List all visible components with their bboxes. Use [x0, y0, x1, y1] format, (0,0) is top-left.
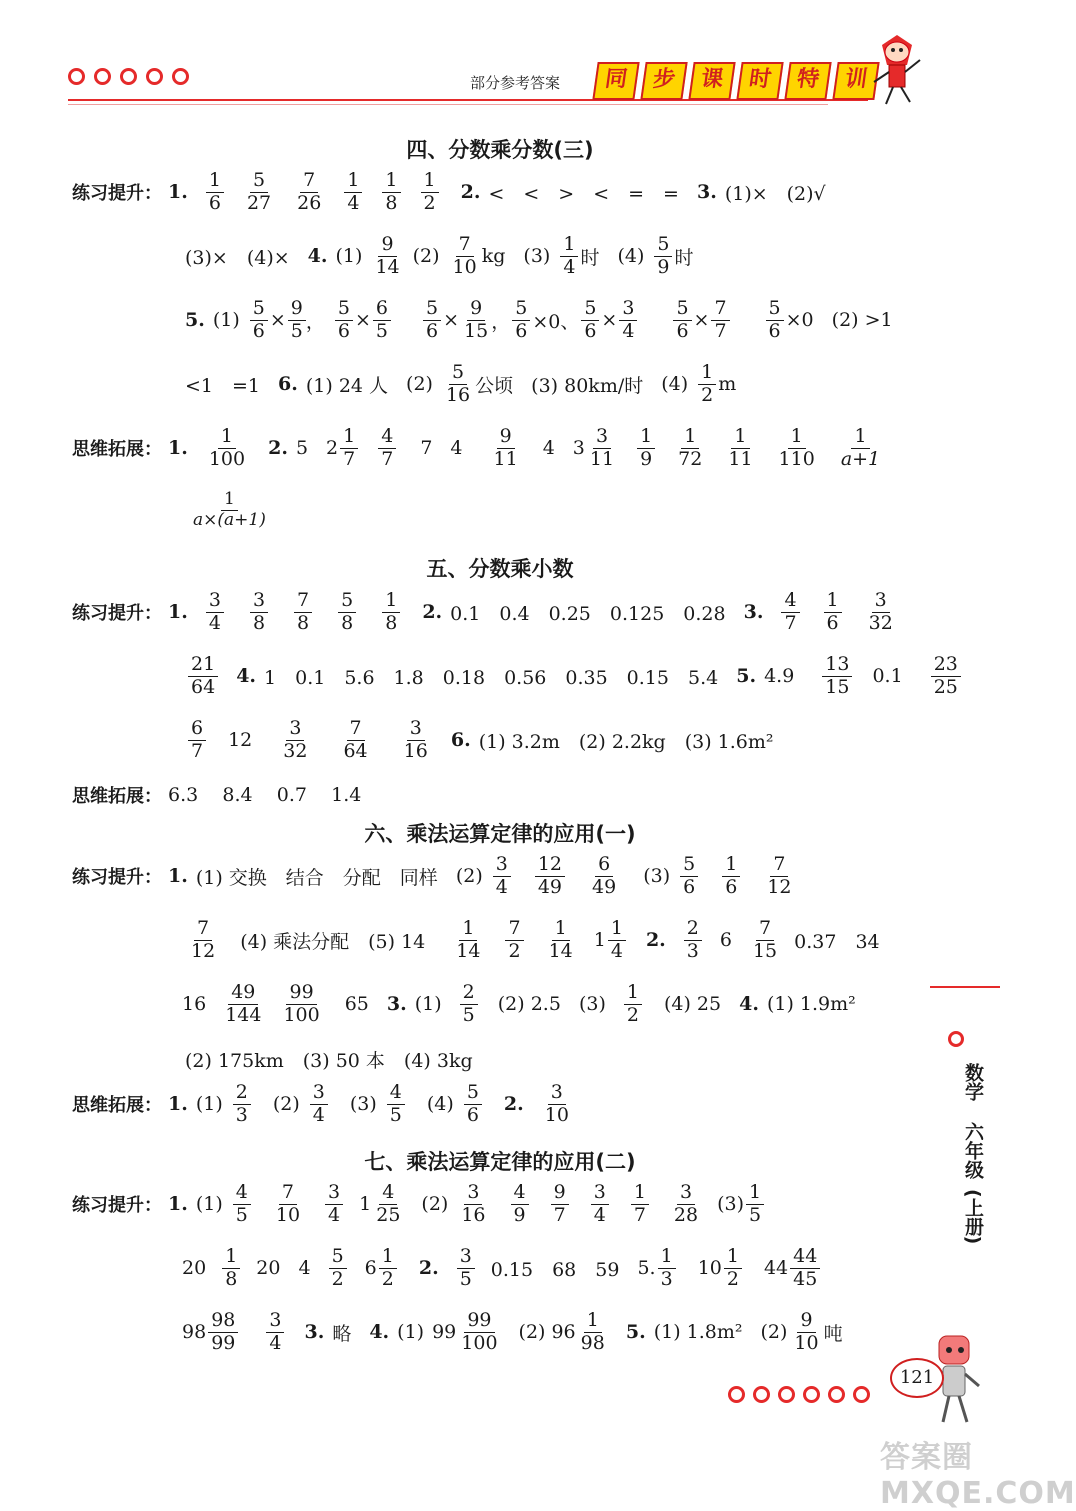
answer-text: (3)	[643, 865, 671, 888]
fraction: $\frac{9}{5}$	[288, 298, 306, 343]
s6-siwei-line	[72, 1082, 582, 1127]
item-number: 2.	[268, 437, 288, 460]
fraction: 3 4	[266, 1310, 284, 1355]
fraction: 1 2	[421, 170, 439, 215]
fraction: 1 3	[658, 1246, 676, 1291]
fraction: 1 100	[208, 425, 246, 470]
fraction: 1 7	[340, 426, 358, 471]
fraction: 9 11	[493, 425, 518, 470]
answer-text: (1) 1.9m²	[766, 993, 856, 1016]
circle-decoration	[94, 68, 111, 85]
answer-text: (1)	[397, 1321, 425, 1344]
fraction: 1 7	[631, 1182, 649, 1227]
fraction: 1 8	[382, 590, 400, 635]
fraction: 9 14	[375, 233, 400, 278]
answer-text: 1	[593, 929, 606, 952]
s5-siwei-line	[72, 782, 361, 808]
fraction: 1 9	[637, 426, 655, 471]
answer-text: 1 0.1 5.6 1.8 0.18 0.56 0.35 0.15 5.4	[264, 666, 719, 689]
fraction: 1 a×(a+1)	[193, 489, 266, 530]
answer-text: ×0	[785, 309, 814, 332]
circle-decoration	[68, 68, 85, 85]
answer-text: (3)	[523, 245, 551, 268]
unit-text: m	[718, 373, 737, 396]
answer-text: 20	[256, 1257, 281, 1280]
item-number: 1.	[168, 1093, 188, 1116]
answer-text: ×	[354, 309, 371, 332]
answer-text: 4	[542, 437, 555, 460]
fraction: 7 64	[343, 717, 368, 762]
fraction: 5 6	[464, 1082, 482, 1127]
answer-text: (2)	[518, 1321, 546, 1344]
label-siwei: 思维拓展：	[72, 786, 162, 807]
fraction: $\frac{5}{6}$	[673, 298, 691, 343]
answer-text: (3)× (4)×	[185, 246, 290, 269]
fraction: 4 5	[233, 1182, 251, 1227]
fraction: 12 49	[535, 854, 565, 899]
fraction: 23 25	[931, 654, 961, 699]
item-number: 1.	[168, 865, 188, 888]
brand-char: 步	[640, 62, 687, 100]
answer-text: (4) 25	[663, 993, 722, 1016]
fraction: 1 8	[382, 170, 400, 215]
unit-text: 时	[674, 246, 694, 269]
item-number: 5.	[185, 309, 205, 332]
answer-text: (2)	[760, 1321, 788, 1344]
fraction: 5 2	[329, 1246, 347, 1291]
fraction: 4 7	[378, 426, 396, 471]
fraction: 3 16	[461, 1181, 486, 1226]
answer-text: (2) 175km (3) 50 本 (4) 3kg	[185, 1050, 473, 1072]
fraction: 98 99	[208, 1310, 238, 1355]
label-siwei: 思维拓展：	[72, 439, 162, 461]
fraction: $\frac{5}{6}$	[766, 298, 784, 343]
s6-line-4	[185, 1046, 473, 1073]
section-4-title: 四、分数乘分数(三)	[406, 138, 594, 162]
label-siwei: 思维拓展：	[72, 1095, 162, 1117]
fraction: 3 28	[673, 1181, 699, 1226]
item-number: 3.	[304, 1321, 325, 1344]
answer-text: 7	[420, 437, 433, 460]
answer-text: 10	[697, 1257, 722, 1280]
fraction: 49 144	[225, 981, 262, 1026]
answer-text: ×	[443, 309, 460, 332]
brand-char: 特	[784, 62, 831, 100]
fraction: 7 2	[505, 918, 523, 963]
fraction: 3 4	[310, 1082, 328, 1127]
label-lianxi: 练习提升：	[72, 867, 162, 889]
fraction: 6 49	[592, 853, 617, 898]
s4-line-4	[185, 362, 736, 407]
fraction: 1 4	[344, 170, 362, 215]
fraction: $\frac{7}{7}$	[711, 298, 729, 343]
section-5-title: 五、分数乘小数	[426, 557, 574, 581]
circle-decoration	[728, 1386, 745, 1403]
fraction: $\frac{5}{6}$	[581, 298, 599, 343]
circle-decoration	[828, 1386, 845, 1403]
answer-text: (1) 3.2m (2) 2.2kg (3) 1.6m²	[478, 730, 774, 753]
answer-text: 6	[364, 1257, 377, 1280]
answer-text: (1) 交换 结合 分配 同样	[195, 866, 438, 889]
answer-text: (1)× (2)√	[724, 182, 826, 205]
circle-decoration	[948, 1031, 964, 1047]
s7-line-2	[182, 1246, 830, 1291]
fraction: 7 10	[275, 1181, 301, 1226]
answer-text: (2) 2.5	[497, 993, 561, 1016]
answer-text: 4.9	[764, 665, 795, 688]
unit-text: 公顷	[475, 374, 514, 397]
answer-text: (3)	[717, 1193, 745, 1216]
circle-decoration	[753, 1386, 770, 1403]
side-grade: 六年级	[962, 1121, 984, 1179]
brand-title	[595, 62, 877, 100]
fraction: 13 15	[822, 654, 852, 699]
unit-text: 吨	[823, 1322, 843, 1345]
fraction: $\frac{5}{6}$	[335, 298, 353, 343]
fraction: $\frac{5}{6}$	[423, 298, 441, 343]
answer-text: 65	[344, 993, 369, 1016]
s4-siwei-line-2	[180, 490, 279, 530]
fraction: 5 27	[246, 169, 272, 214]
s4-line-2	[185, 234, 693, 279]
unit-text: kg	[481, 245, 506, 268]
answer-text: (1)	[335, 245, 363, 268]
fraction: 1 4	[560, 234, 578, 279]
fraction: 5 16	[445, 361, 471, 406]
brand-char: 同	[592, 62, 639, 100]
fraction: 1 14	[456, 917, 481, 962]
fraction: 1 8	[222, 1246, 240, 1291]
answer-text: 4	[450, 437, 463, 460]
fraction: 3 4	[206, 590, 224, 635]
item-number: 6.	[278, 373, 298, 396]
brand-char: 训	[832, 62, 879, 100]
section-6-title: 六、乘法运算定律的应用(一)	[364, 822, 636, 846]
answer-text: <1 =1	[185, 374, 261, 397]
fraction: 7 12	[767, 853, 792, 898]
answer-text: 44	[763, 1257, 789, 1280]
answer-text: (1)	[195, 1193, 223, 1216]
fraction: 7 12	[191, 917, 216, 962]
fraction: 7 10	[452, 233, 477, 278]
s4-siwei-line-1	[72, 426, 893, 471]
s7-line-1	[72, 1182, 774, 1227]
answer-text: (2)	[412, 245, 440, 268]
answer-text: < < > < = =	[488, 182, 679, 205]
fraction: 1 110	[778, 425, 815, 470]
brand-char: 时	[736, 62, 783, 100]
fraction: 3 4	[325, 1182, 343, 1227]
answer-text: 0.1	[872, 665, 903, 688]
answer-text: (3) 80km/时	[531, 374, 644, 397]
circle-decoration	[853, 1386, 870, 1403]
fraction: 7 26	[297, 169, 322, 214]
item-number: 2.	[418, 1257, 439, 1280]
item-number: 1.	[168, 1193, 188, 1216]
fraction: $\frac{5}{6}$	[512, 298, 530, 343]
fraction: 1 2	[379, 1246, 397, 1291]
fraction: 99 100	[461, 1309, 498, 1354]
page-header	[0, 0, 1000, 120]
fraction: 3 4	[493, 854, 511, 899]
answer-text: ×	[269, 309, 286, 332]
fraction: 1 4	[608, 918, 626, 963]
fraction: 3 11	[589, 425, 615, 470]
fraction: $\frac{3}{4}$	[619, 298, 637, 343]
item-number: 2.	[460, 181, 481, 204]
pencil-mascot-icon	[862, 30, 932, 110]
label-lianxi: 练习提升：	[72, 603, 162, 625]
fraction: 4 9	[511, 1182, 529, 1227]
circle-decoration	[778, 1386, 795, 1403]
fraction: $\frac{5}{6}$	[250, 298, 268, 343]
answer-text: (1) 24 人	[305, 374, 389, 397]
item-number: 2.	[503, 1093, 524, 1116]
item-number: 6.	[450, 729, 471, 752]
fraction: 3 5	[457, 1246, 475, 1291]
item-number: 3.	[743, 601, 764, 624]
item-number: 2.	[422, 601, 443, 624]
circle-decoration	[172, 68, 189, 85]
item-number: 5.	[736, 665, 757, 688]
fraction: 44 45	[790, 1246, 820, 1291]
answer-text: ×	[601, 309, 618, 332]
page-number: 121	[890, 1358, 944, 1398]
answer-text: ×0、	[532, 310, 580, 333]
fraction: $\frac{9}{15}$	[464, 297, 489, 342]
answer-text: 5	[295, 437, 309, 460]
item-number: 1.	[168, 181, 188, 204]
fraction: 3 16	[403, 717, 428, 762]
watermark: 答案圈 MXQE.COM	[880, 1440, 1076, 1511]
fraction: 2 3	[684, 918, 702, 963]
circle-decoration	[120, 68, 137, 85]
s5-line-2	[178, 654, 971, 699]
answer-text: ，	[491, 310, 511, 333]
s4-line-1	[72, 170, 826, 215]
fraction: 5 9	[654, 234, 672, 279]
fraction: 3 10	[544, 1081, 569, 1126]
s5-line-1	[72, 590, 906, 635]
answer-text: 5.	[637, 1257, 656, 1280]
fraction: 4 5	[387, 1082, 405, 1127]
fraction: 3 32	[868, 589, 893, 634]
answer-text: 2	[326, 437, 339, 460]
answer-text: (4)	[661, 373, 689, 396]
answer-text: ×	[693, 309, 710, 332]
unit-text: 时	[580, 246, 600, 269]
header-subtitle: 部分参考答案	[470, 74, 561, 92]
answer-text: 0.1 0.4 0.25 0.125 0.28	[450, 602, 726, 625]
answer-text: (1)	[195, 1093, 223, 1116]
fraction: 1 2	[698, 362, 716, 407]
fraction: 1 6	[206, 170, 224, 215]
section-7-title: 七、乘法运算定律的应用(二)	[364, 1150, 636, 1174]
fraction: 1 2	[724, 1246, 742, 1291]
label-lianxi: 练习提升：	[72, 1195, 162, 1217]
s6-line-3	[182, 982, 856, 1027]
answer-text: (3)	[578, 993, 606, 1016]
header-rule-thin	[68, 104, 828, 105]
fraction: 99 100	[283, 981, 320, 1026]
fraction: 1 6	[722, 854, 740, 899]
item-number: 3.	[386, 993, 407, 1016]
answer-text: 1	[359, 1193, 372, 1216]
fraction: $\frac{6}{5}$	[373, 298, 391, 343]
answer-text: (4)	[426, 1093, 454, 1116]
fraction: 3 4	[591, 1182, 609, 1227]
fraction: 2 5	[460, 982, 478, 1027]
fraction: 5 6	[680, 854, 698, 899]
fraction: 7 8	[294, 590, 312, 635]
item-number: 4.	[236, 665, 257, 688]
answer-text: (1)	[414, 993, 442, 1016]
item-number: 1.	[168, 601, 188, 624]
answer-text: (4) 乘法分配 (5) 14	[240, 930, 426, 953]
circle-decoration	[146, 68, 163, 85]
answer-text: (1)	[212, 309, 240, 332]
fraction: 1 72	[678, 425, 703, 470]
fraction: 9 7	[551, 1182, 569, 1227]
answer-text: 98	[182, 1321, 207, 1344]
fraction: 3 8	[250, 590, 268, 635]
answer-text: 12	[228, 729, 253, 752]
side-subject: 数学	[962, 1063, 984, 1101]
fraction: 1 2	[624, 982, 642, 1027]
fraction: 1 11	[728, 425, 753, 470]
answer-text: (3)	[349, 1093, 377, 1116]
answer-text: 20	[182, 1257, 207, 1280]
fraction: 1 5	[746, 1182, 764, 1227]
answer-text: (4)	[617, 245, 645, 268]
answer-text: 0.15 68 59	[490, 1258, 620, 1281]
item-number: 4.	[307, 245, 328, 268]
header-circles	[68, 68, 189, 85]
answer-text: (2)	[406, 373, 433, 396]
item-number: 1.	[168, 437, 188, 460]
circle-decoration	[803, 1386, 820, 1403]
item-number: 4.	[369, 1321, 390, 1344]
answer-text: (2)	[455, 865, 483, 888]
fraction: 1 6	[824, 590, 842, 635]
answer-text: 99	[432, 1321, 457, 1344]
answer-text: 4	[298, 1257, 311, 1280]
side-volume: (上册)	[962, 1189, 984, 1245]
fraction: 9 10	[794, 1309, 819, 1354]
fraction: 7 15	[752, 917, 778, 962]
item-number: 5.	[625, 1321, 646, 1344]
answer-text: 6	[719, 929, 732, 952]
item-number: 2.	[645, 929, 666, 952]
answer-text: 96	[551, 1321, 576, 1344]
answer-text: 16	[182, 993, 207, 1016]
answer-text: 3	[572, 437, 585, 460]
label-lianxi: 练习提升：	[72, 183, 162, 205]
fraction: 1 14	[548, 917, 573, 962]
footer-circles	[728, 1386, 870, 1403]
answer-text: 略	[332, 1322, 352, 1345]
s6-line-2	[178, 918, 880, 963]
fraction: 4 25	[376, 1181, 401, 1226]
s4-line-3	[185, 298, 893, 343]
s5-line-3	[178, 718, 774, 763]
fraction: 21 64	[188, 654, 218, 699]
brand-char: 课	[688, 62, 735, 100]
answer-text: (2)	[272, 1093, 300, 1116]
answer-text: (2) >1	[831, 309, 893, 332]
item-number: 4.	[739, 993, 759, 1016]
fraction: 6 7	[188, 718, 206, 763]
item-number: 3.	[696, 181, 717, 204]
side-rule	[930, 986, 1000, 988]
s6-line-1	[72, 854, 805, 899]
answer-text: 0.37 34	[794, 930, 880, 953]
s7-line-3	[182, 1310, 843, 1355]
answer-text: 6.3 8.4 0.7 1.4	[168, 784, 362, 806]
fraction: 5 8	[338, 590, 356, 635]
fraction: 1 a+1	[840, 425, 881, 470]
answer-text: (1) 1.8m²	[653, 1321, 743, 1344]
answer-text: (2)	[421, 1193, 449, 1216]
fraction: 4 7	[781, 590, 799, 635]
fraction: 3 32	[283, 717, 308, 762]
fraction: 2 3	[233, 1082, 251, 1127]
answer-text: ，	[305, 310, 325, 333]
fraction: 1 98	[580, 1309, 605, 1354]
